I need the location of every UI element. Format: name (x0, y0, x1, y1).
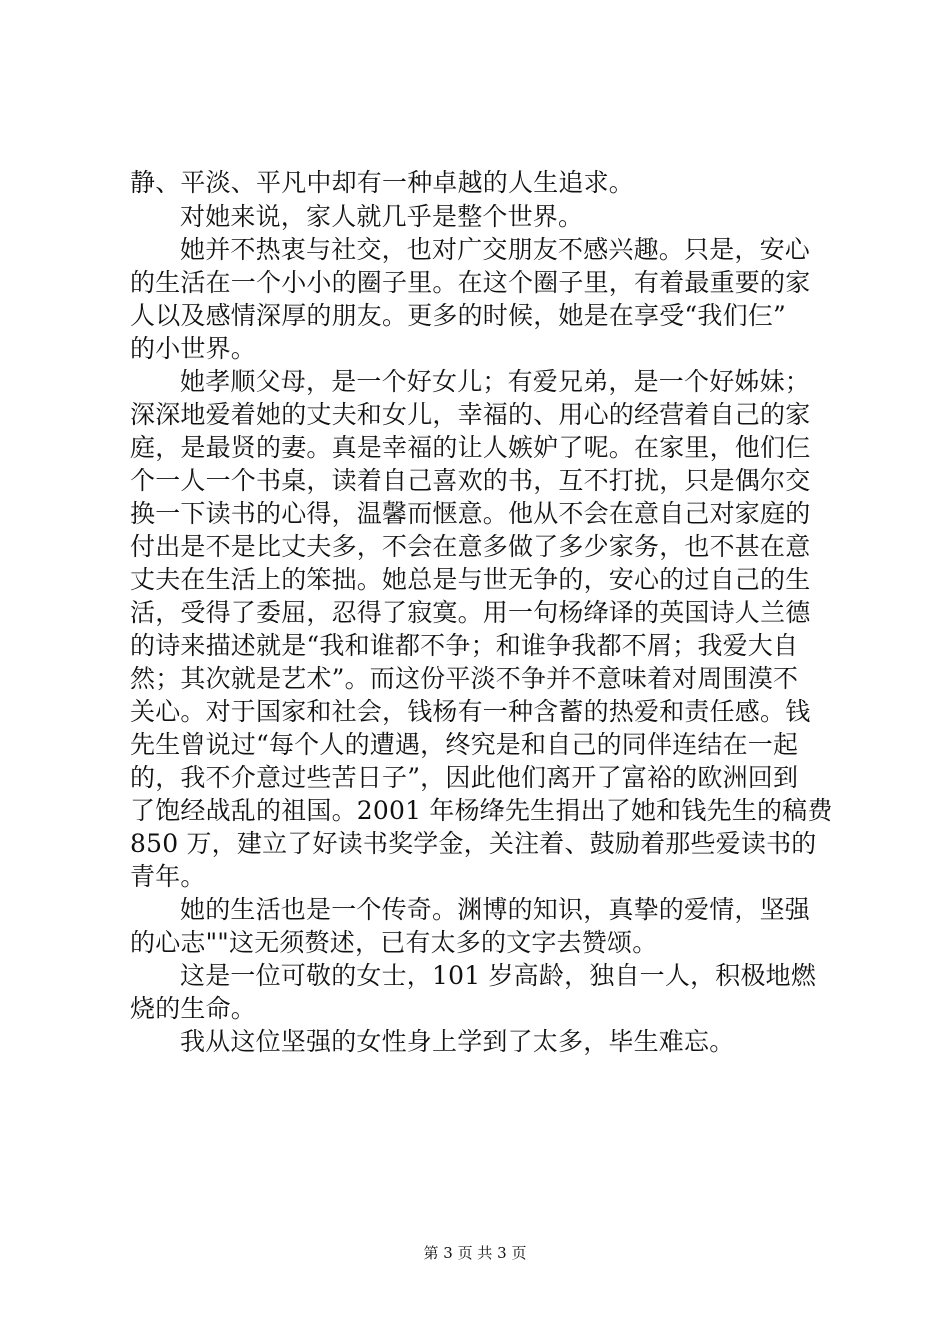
text-line: 静、平淡、平凡中却有一种卓越的人生追求。 (130, 168, 635, 197)
text-line: 850 万，建立了好读书奖学金，关注着、鼓励着那些爱读书的 (130, 829, 817, 858)
text-line: 付出是不是比丈夫多，不会在意多做了多少家务，也不甚在意 (130, 532, 811, 561)
text-line: 先生曾说过“每个人的遭遇，终究是和自己的同伴连结在一起 (130, 730, 799, 759)
text-line: 深深地爱着她的丈夫和女儿，幸福的、用心的经营着自己的家 (130, 400, 811, 429)
text-line: 烧的生命。 (130, 994, 257, 1023)
text-line: 个一人一个书桌，读着自己喜欢的书，互不打扰，只是偶尔交 (130, 466, 811, 495)
text-line: 她并不热衷与社交，也对广交朋友不感兴趣。只是，安心 (180, 235, 811, 264)
text-line: 的生活在一个小小的圈子里。在这个圈子里，有着最重要的家 (130, 268, 811, 297)
text-line: 她的生活也是一个传奇。渊博的知识，真挚的爱情，坚强 (180, 895, 811, 924)
text-line: 的诗来描述就是“我和谁都不争；和谁争我都不屑；我爱大自 (130, 631, 799, 660)
text-line: 然；其次就是艺术”。而这份平淡不争并不意味着对周围漠不 (130, 664, 799, 693)
text-line: 了饱经战乱的祖国。2001 年杨绛先生捐出了她和钱先生的稿费 (130, 796, 833, 825)
text-line: 的小世界。 (130, 334, 257, 363)
text-line: 活，受得了委屈，忍得了寂寞。用一句杨绛译的英国诗人兰德 (130, 598, 811, 627)
text-line: 青年。 (130, 862, 206, 891)
text-line: 我从这位坚强的女性身上学到了太多，毕生难忘。 (180, 1027, 735, 1056)
text-line: 关心。对于国家和社会，钱杨有一种含蓄的热爱和责任感。钱 (130, 697, 811, 726)
text-line: 她孝顺父母，是一个好女儿；有爱兄弟，是一个好姊妹； (180, 367, 811, 396)
text-line: 这是一位可敬的女士，101 岁高龄，独自一人，积极地燃 (180, 961, 817, 990)
text-line: 丈夫在生活上的笨拙。她总是与世无争的，安心的过自己的生 (130, 565, 811, 594)
text-line: 对她来说，家人就几乎是整个世界。 (180, 202, 584, 231)
text-line: 人以及感情深厚的朋友。更多的时候，她是在享受“我们仨” (130, 301, 786, 330)
text-line: 的，我不介意过些苦日子”，因此他们离开了富裕的欧洲回到 (130, 763, 799, 792)
text-line: 换一下读书的心得，温馨而惬意。他从不会在意自己对家庭的 (130, 499, 811, 528)
text-line: 的心志""这无须赘述，已有太多的文字去赞颂。 (130, 928, 658, 957)
page-number-footer: 第 3 页 共 3 页 (423, 1244, 527, 1262)
text-line: 庭，是最贤的妻。真是幸福的让人嫉妒了呢。在家里，他们仨 (130, 433, 811, 462)
